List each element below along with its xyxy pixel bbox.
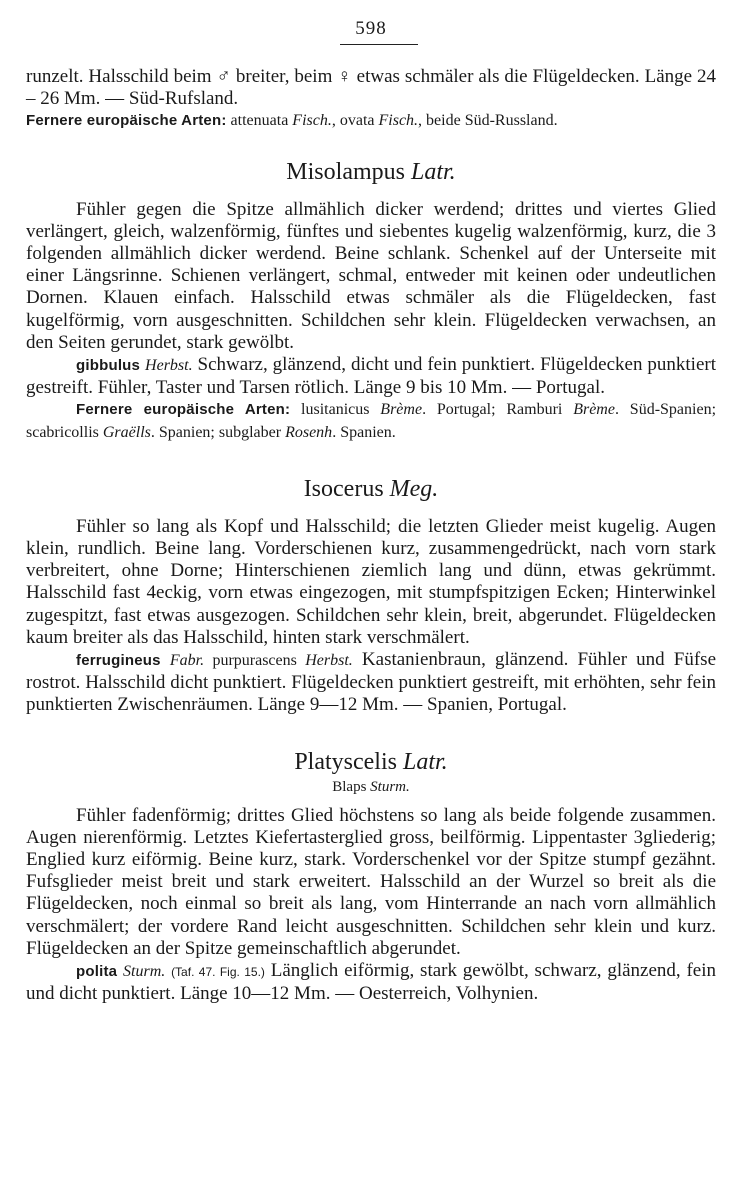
intro-paragraph: runzelt. Halsschild beim ♂ breiter, beim ♀ etwas schmäler als die Flügeldecken. Länge 24 – 26 Mm. — Süd-Rufsland. (26, 66, 716, 110)
further-species-label: Fernere europäische Arten: (26, 112, 227, 130)
further-species-label: Fernere europäische Arten: (76, 401, 291, 419)
misolampus-species-entry: gibbulus Herbst. Schwarz, glänzend, dicht und fein punktiert. Flügeldecken punktiert gestreift. Fühler, Taster und Tarsen rötlich. Länge 9 bis 10 Mm. — Portugal. (26, 354, 717, 399)
species-name: ferrugineus (76, 652, 161, 670)
page-number-rule (340, 44, 418, 45)
misolampus-further-species: Fernere europäische Arten: lusitanicus Brème. Portugal; Ramburi Brème. Süd-Spanien; scabricollis Graëlls. Spanien; subglaber Rosenh. Spanien. (26, 401, 717, 441)
platyscelis-description: Fühler fadenförmig; drittes Glied höchstens so lang als beide folgende zusammen. Augen nierenförmig. Letztes Kiefertasterglied gross, beilförmig. Lippentaster 3gliederig; Englied kurz eiförmig. Beine kurz, stark. Vorderschenkel vor der Spitze stumpf gezähnt. Fufsglieder meist breit und stark erweitert. Halsschild an der Wurzel so breit als die Flügeldecken, noch einmal so breit als lang, vom Hinterrande an nach vorn allmählich verschmälert; der vordere Rand leicht ausgeschnitten. Schildchen sehr klein und kurz. Flügeldecken an der Spitze gemeinschaftlich abgerundet. (26, 804, 716, 959)
genus-heading-misolampus: Misolampus Latr. (286, 158, 456, 185)
genus-subtitle-platyscelis: Blaps Sturm. (332, 778, 410, 795)
genus-heading-isocerus: Isocerus Meg. (303, 475, 439, 502)
species-name: gibbulus (76, 357, 141, 375)
misolampus-description: Fühler gegen die Spitze allmählich dicker werdend; drittes und viertes Glied verlängert, gleich, walzenförmig, fünftes und siebentes kugelig walzenförmig, kurz, die 3 folgenden allmählich dicker werdend. Beine schlank. Schenkel auf der Unterseite mit einer Längsrinne. Schienen verlängert, schmal, entweder mit keinen oder undeutlichen Dornen. Klauen einfach. Halsschild etwas schmäler als die Flügeldecken, fast kugelförmig, vorn ausgeschnitten. Schildchen sehr klein. Flügeldecken verwachsen, an den Seiten gerundet, stark gewölbt. (26, 198, 716, 353)
platyscelis-species-entry: polita Sturm. (Taf. 47. Fig. 15.) Länglich eiförmig, stark gewölbt, schwarz, glänzend, fein und dicht punktiert. Länge 10—12 Mm. — Oesterreich, Volhynien. (26, 960, 717, 1005)
genus-heading-platyscelis: Platyscelis Latr. (294, 748, 448, 775)
page-body (26, 66, 716, 1006)
plate-reference: (Taf. 47. Fig. 15.) (171, 965, 265, 980)
intro-further-species: Fernere europäische Arten: attenuata Fisch., ovata Fisch., beide Süd-Russland. (26, 112, 558, 130)
page-number: 598 (355, 18, 387, 39)
isocerus-species-entry: ferrugineus Fabr. purpurascens Herbst. Kastanienbraun, glänzend. Fühler und Füfse rostrot. Halsschild dicht punktiert. Flügeldecken punktiert gestreift, mit erhöhten, sehr fein punktierten Zwischenräumen. Länge 9—12 Mm. — Spanien, Portugal. (26, 649, 717, 716)
isocerus-description: Fühler so lang als Kopf und Halsschild; die letzten Glieder meist kugelig. Augen klein, rundlich. Beine lang. Vorderschienen kurz, zusammengedrückt, nach vorn stark verbreitert, ohne Dorne; Hinterschienen ziemlich lang und dünn, etwas gekrümmt. Halsschild fast 4eckig, vorn etwas eingezogen, mit stumpfspitzigen Ecken; Hinterwinkel zugespitzt, fast etwas ausgezogen. Schildchen sehr klein, breit, abgerundet. Flügeldecken kaum breiter als das Halsschild, hinten stark verschmälert. (26, 515, 716, 648)
species-name: polita (76, 963, 118, 981)
book-page (26, 0, 716, 1200)
